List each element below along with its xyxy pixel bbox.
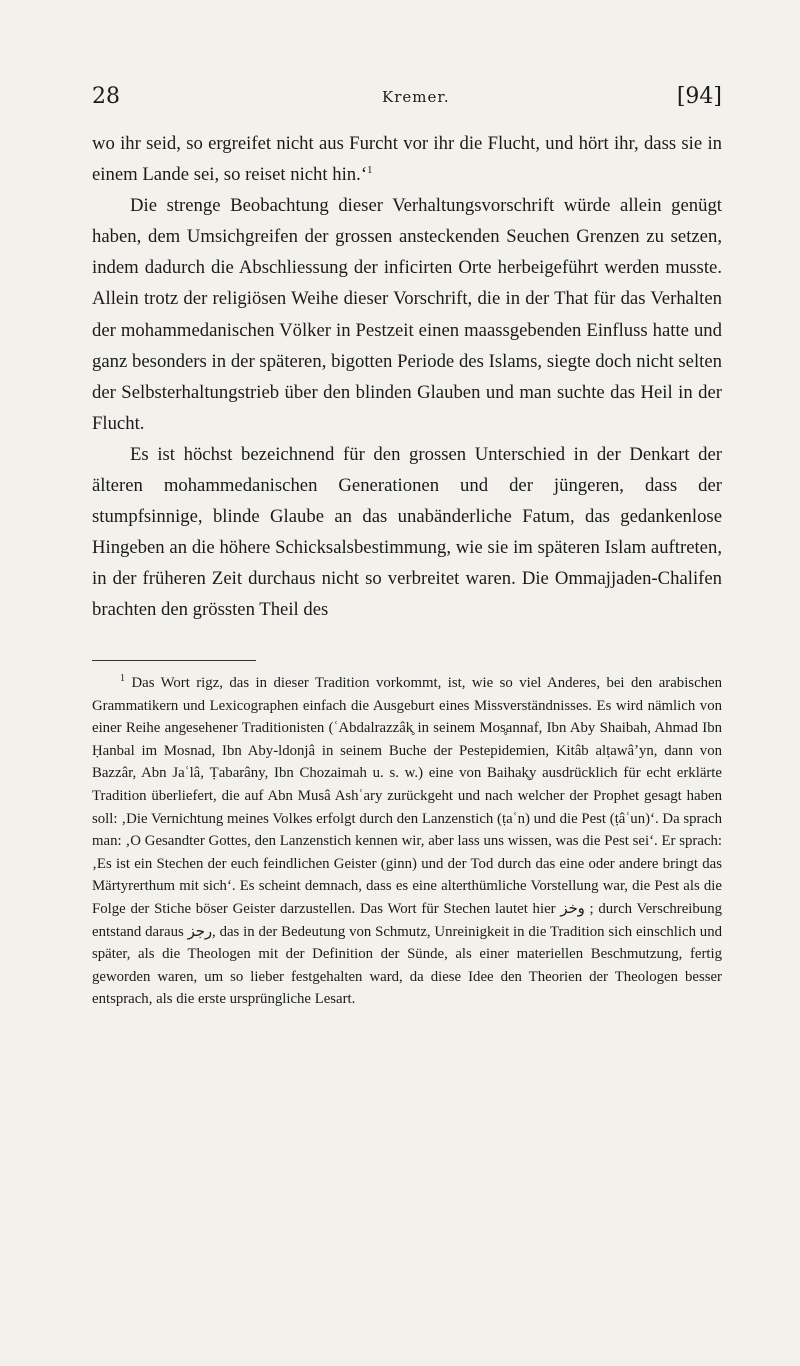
footnote bbox=[92, 672, 722, 1011]
running-head: Kremer. bbox=[382, 88, 450, 106]
folio-number: [94] bbox=[676, 84, 722, 109]
page-header bbox=[92, 84, 722, 116]
footnote-divider bbox=[92, 660, 256, 661]
paragraph-2: Die strenge Beobachtung dieser Verhaltungsvorschrift würde allein genügt haben, dem Umsichgreifen der grossen ansteckenden Seuchen Grenzen zu setzen, indem dadurch die Abschliessung der inficirten Orte herbeigeführt werden musste. Allein trotz der religiösen Weihe dieser Vorschrift, die in der That für das Verhalten der mohammedanischen Völker in Pestzeit einen maassgebenden Einfluss hatte und ganz besonders in der späteren, bigotten Periode des Islams, siegte doch nicht selten der Selbsterhaltungstrieb über den blinden Glauben und man suchte das Heil in der Flucht. bbox=[92, 195, 722, 434]
footnote-reference: 1 bbox=[367, 163, 373, 176]
main-text bbox=[92, 128, 722, 626]
paragraph-1 bbox=[92, 128, 722, 190]
page-number: 28 bbox=[92, 84, 120, 109]
paragraph-1-text: wo ihr seid, so ergreifet nicht aus Furcht vor ihr die Flucht, und hört ihr, dass sie in einem Lande sei, so reiset nicht hin.‘ bbox=[92, 133, 722, 186]
footnote-mark: 1 bbox=[120, 673, 125, 685]
footnote-text: Das Wort rigz, das in dieser Tradition vorkommt, ist, wie so viel Anderes, bei den arabischen Grammatikern und Lexicographen einfach die Ausgeburt eines Missverständnisses. Es wird nämlich von einer Reihe angesehener Traditionisten (ʿAbdalrazzâk̥ in seinem Mos̥annaf, Ibn Aby Shaibah, Ahmad Ibn Ḥanbal im Mosnad, Ibn Aby-ldonjâ in seinem Buche der Pestepidemien, Kitâb alṭawâʼyn, dann von Bazzâr, Abn Jaʿlâ, Ṭabarâny, Ibn Chozaimah u. s. w.) eine von Baihak̥y ausdrücklich für echt erklärte Tradition überliefert, die auf Abn Musâ Ashʿary zurückgeht und nach welcher der Prophet gesagt haben soll: ‚Die Vernichtung meines Volkes erfolgt durch den Lanzenstich (ṭaʿn) und die Pest (ṭâʿun)‘. Da sprach man: ‚O Gesandter Gottes, den Lanzenstich kennen wir, aber lass uns wissen, was die Pest sei‘. Er sprach: ‚Es ist ein Stechen der euch feindlichen Geister (ginn) und der Tod durch das eine oder andere bringt das Märtyrerthum mit sich‘. Es scheint demnach, dass es eine alterthümliche Vorstellung war, die Pest als die Folge der Stiche böser Geister darzustellen. Das Wort für Stechen lautet hier وخز ; durch Verschreibung entstand daraus رجز, das in der Bedeutung von Schmutz, Unreinigkeit in die Tradition sich einschlich und später, als die Theologen mit der Definition der Sünde, als einer materiellen Beschmutzung, fertig geworden waren, um so lieber festgehalten ward, da diese Idee den Theorien der Theologen besser entsprach, als die erste ursprüngliche Lesart. bbox=[92, 675, 723, 1008]
paragraph-3: Es ist höchst bezeichnend für den grossen Unterschied in der Denkart der älteren mohammedanischen Generationen und der jüngeren, dass der stumpfsinnige, blinde Glaube an das unabänderliche Fatum, das gedankenlose Hingeben an die höhere Schicksalsbestimmung, wie sie im späteren Islam auftreten, in der früheren Zeit durchaus nicht so verbreitet waren. Die Ommajjaden-Chalifen brachten den grössten Theil des bbox=[92, 443, 722, 621]
